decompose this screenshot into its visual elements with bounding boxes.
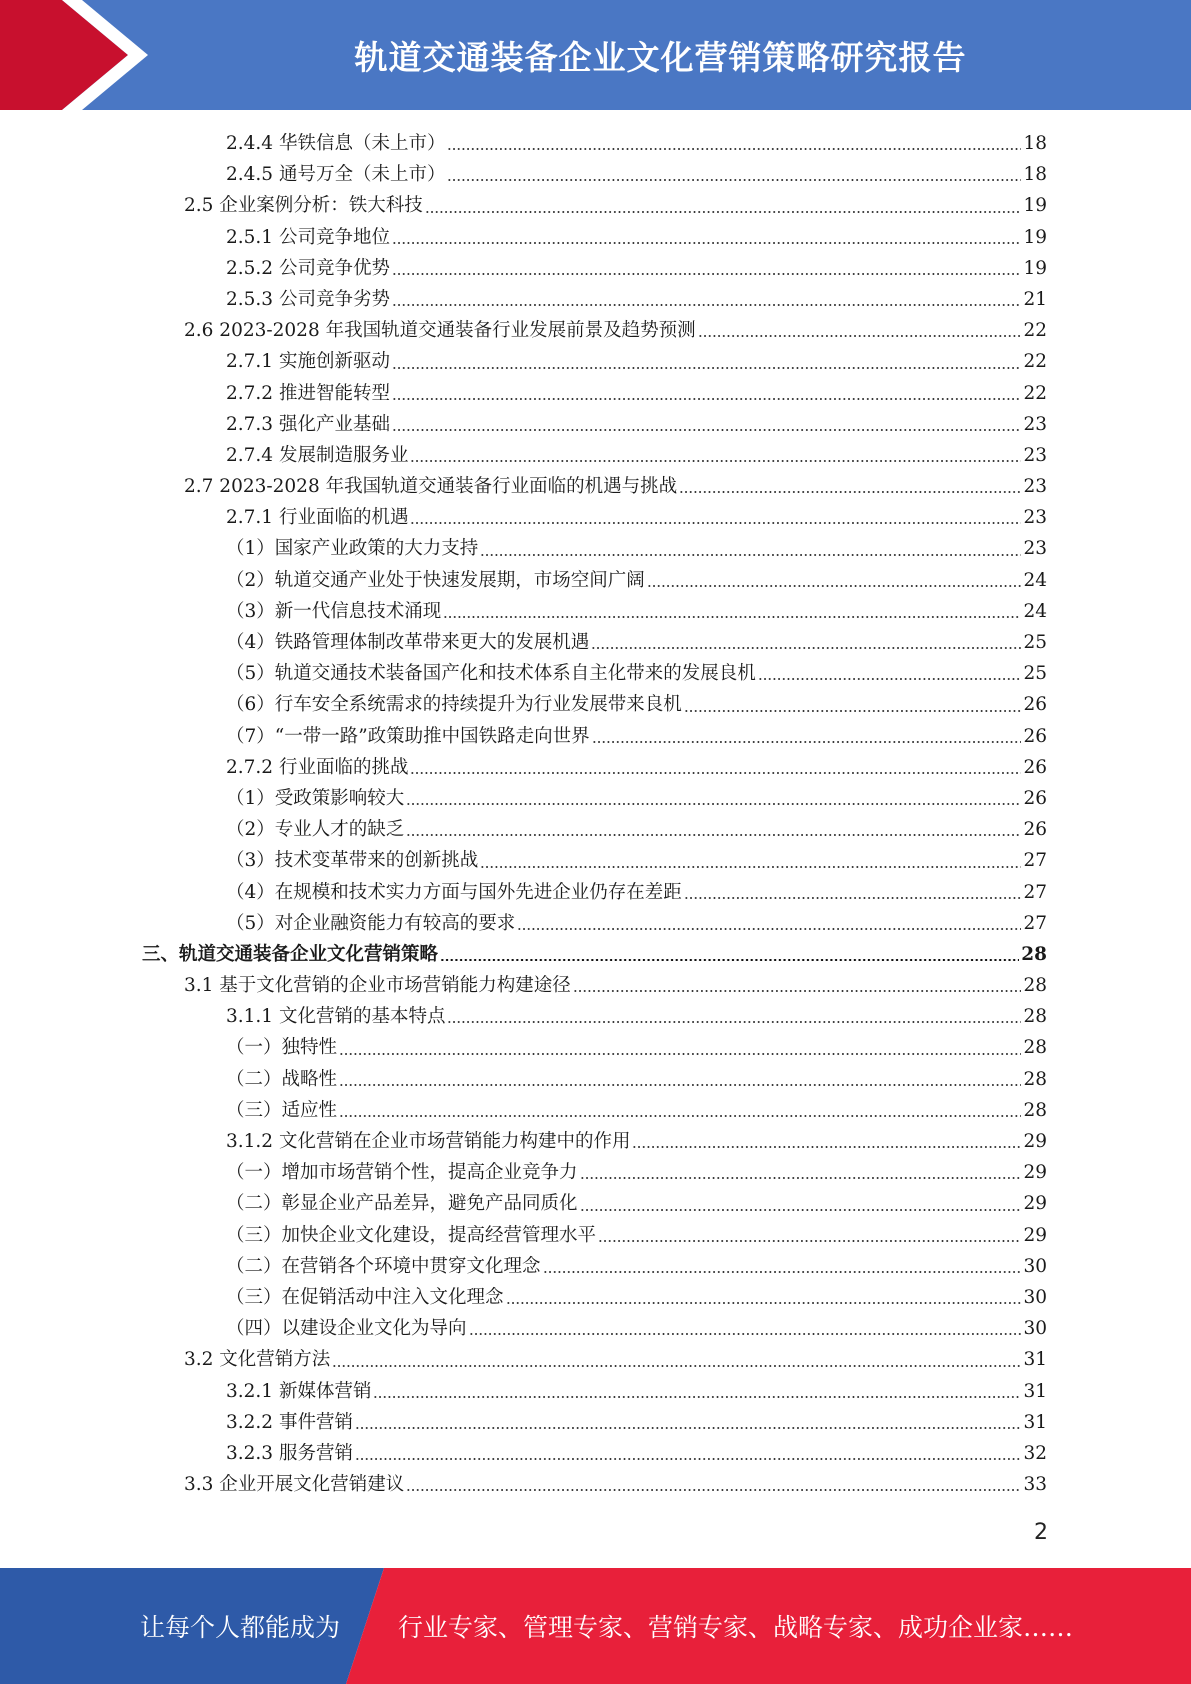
toc-entry[interactable] [0, 1376, 1191, 1407]
toc-entry-page: 28 [1023, 1037, 1047, 1059]
toc-entry-page: 26 [1023, 819, 1047, 841]
toc-entry-page: 21 [1023, 288, 1047, 310]
toc-entry[interactable] [0, 346, 1191, 377]
toc-entry-label: 2.4.5 通号万全（未上市） [226, 164, 446, 186]
toc-dot-leader [580, 1177, 1022, 1179]
toc-dot-leader [580, 1209, 1022, 1211]
toc-entry[interactable] [0, 1064, 1191, 1095]
toc-dot-leader [480, 554, 1021, 556]
toc-dot-leader [647, 585, 1022, 587]
toc-entry-label: 3.2.3 服务营销 [226, 1442, 353, 1464]
toc-entry[interactable] [0, 689, 1191, 720]
toc-entry-label: （二）彰显企业产品差异，避免产品同质化 [226, 1193, 578, 1215]
toc-dot-leader [573, 990, 1022, 992]
toc-dot-leader [410, 522, 1021, 524]
toc-entry[interactable] [0, 1032, 1191, 1063]
toc-entry-label: 3.3 企业开展文化营销建议 [184, 1474, 405, 1496]
toc-entry[interactable] [0, 471, 1191, 502]
toc-entry[interactable] [0, 1407, 1191, 1438]
toc-dot-leader [698, 335, 1022, 337]
header-band [0, 0, 1191, 110]
toc-entry-label: （6）行车安全系统需求的持续提升为行业发展带来良机 [226, 694, 682, 716]
toc-entry-label: （一）增加市场营销个性，提高企业竞争力 [226, 1162, 578, 1184]
toc-entry[interactable] [0, 440, 1191, 471]
toc-entry-label: （2）专业人才的缺乏 [226, 819, 405, 841]
toc-entry-page: 29 [1023, 1193, 1047, 1215]
toc-dot-leader [684, 710, 1022, 712]
toc-entry-label: （5）对企业融资能力有较高的要求 [226, 912, 516, 934]
toc-entry-label: 2.7.2 推进智能转型 [226, 382, 390, 404]
toc-entry[interactable] [0, 128, 1191, 159]
toc-entry[interactable] [0, 190, 1191, 221]
toc-dot-leader [392, 242, 1021, 244]
toc-dot-leader [410, 772, 1021, 774]
toc-dot-leader [410, 460, 1021, 462]
toc-entry[interactable] [0, 658, 1191, 689]
toc-entry-page: 25 [1023, 632, 1047, 653]
toc-entry-label: 2.7.2 行业面临的挑战 [226, 756, 409, 778]
toc-entry[interactable] [0, 1313, 1191, 1344]
toc-entry-label: （3）新一代信息技术涌现 [226, 600, 442, 622]
toc-entry[interactable] [0, 533, 1191, 564]
toc-entry-label: 2.4.4 华铁信息（未上市） [226, 133, 446, 154]
document-title: 轨道交通装备企业文化营销策略研究报告 [354, 37, 967, 77]
toc-dot-leader [758, 678, 1022, 680]
toc-dot-leader [598, 1240, 1021, 1242]
toc-dot-leader [339, 1053, 1021, 1055]
toc-dot-leader [443, 616, 1021, 618]
toc-entry-label: （1）受政策影响较大 [226, 787, 405, 809]
toc-entry-page: 33 [1023, 1474, 1047, 1496]
toc-dot-leader [425, 211, 1022, 213]
toc-dot-leader [447, 1021, 1021, 1023]
toc-dot-leader [332, 1365, 1021, 1367]
toc-entry-page: 28 [1023, 1006, 1047, 1028]
toc-dot-leader [506, 1302, 1022, 1304]
toc-entry[interactable] [0, 596, 1191, 627]
toc-entry-label: （4）铁路管理体制改革带来更大的发展机遇 [226, 632, 590, 653]
toc-entry-page: 26 [1023, 756, 1047, 778]
toc-entry-page: 24 [1023, 569, 1047, 591]
toc-entry[interactable] [0, 1220, 1191, 1251]
toc-entry-label: （一）独特性 [226, 1037, 338, 1059]
toc-dot-leader [406, 834, 1021, 836]
toc-entry-page: 22 [1023, 320, 1047, 342]
toc-entry-label: 3.1 基于文化营销的企业市场营销能力构建途径 [184, 975, 571, 997]
toc-entry-page: 27 [1023, 912, 1047, 934]
toc-dot-leader [392, 304, 1021, 306]
toc-entry-label: 3.2.1 新媒体营销 [226, 1380, 372, 1402]
toc-entry-page: 26 [1023, 787, 1047, 809]
toc-entry[interactable] [0, 970, 1191, 1001]
toc-entry[interactable] [0, 1438, 1191, 1469]
toc-entry[interactable] [0, 284, 1191, 315]
toc-dot-leader [392, 273, 1021, 275]
toc-dot-leader [679, 491, 1021, 493]
toc-entry[interactable] [0, 877, 1191, 908]
toc-entry[interactable] [0, 1157, 1191, 1188]
toc-entry[interactable] [0, 908, 1191, 939]
toc-entry-label: （三）在促销活动中注入文化理念 [226, 1286, 504, 1308]
toc-entry-label: （三）加快企业文化建设，提高经营管理水平 [226, 1224, 597, 1246]
toc-entry-label: 3.2 文化营销方法 [184, 1349, 331, 1371]
toc-entry-page: 31 [1023, 1380, 1047, 1402]
toc-entry-label: 2.7.1 实施创新驱动 [226, 351, 390, 373]
toc-entry[interactable] [0, 315, 1191, 346]
toc-entry[interactable] [0, 565, 1191, 596]
toc-entry[interactable] [0, 721, 1191, 752]
toc-entry-label: （7）“一带一路”政策助推中国铁路走向世界 [226, 725, 590, 747]
toc-dot-leader [543, 1271, 1022, 1273]
toc-entry-page: 23 [1023, 444, 1047, 466]
toc-entry-label: 2.5.2 公司竞争优势 [226, 257, 390, 279]
toc-entry-page: 31 [1023, 1349, 1047, 1371]
toc-entry-page: 29 [1023, 1131, 1047, 1152]
toc-entry[interactable] [0, 1126, 1191, 1157]
footer-band [0, 1568, 1191, 1684]
toc-entry[interactable] [0, 502, 1191, 533]
toc-entry-label: 2.5.3 公司竞争劣势 [226, 288, 390, 310]
toc-dot-leader [591, 647, 1021, 649]
toc-entry-page: 19 [1023, 257, 1047, 279]
toc-entry-page: 23 [1023, 507, 1047, 529]
toc-entry-label: （三）适应性 [226, 1099, 338, 1121]
toc-entry-label: （二）战略性 [226, 1068, 338, 1090]
toc-entry-label: （2）轨道交通产业处于快速发展期，市场空间广阔 [226, 569, 645, 591]
toc-entry-label: 2.7.4 发展制造服务业 [226, 444, 409, 466]
toc-dot-leader [447, 148, 1021, 150]
toc-dot-leader [355, 1427, 1022, 1429]
toc-dot-leader [406, 1489, 1021, 1491]
toc-entry[interactable] [0, 845, 1191, 876]
toc-entry[interactable] [0, 1344, 1191, 1375]
toc-entry[interactable] [0, 159, 1191, 190]
toc-entry-page: 31 [1023, 1411, 1047, 1433]
toc-dot-leader [406, 803, 1021, 805]
toc-entry[interactable] [0, 939, 1191, 970]
footer-slogan-right: 行业专家、管理专家、营销专家、战略专家、成功企业家…… [398, 1613, 1074, 1642]
toc-entry-page: 30 [1023, 1286, 1047, 1308]
toc-entry-page: 28 [1023, 1068, 1047, 1090]
toc-entry[interactable] [0, 814, 1191, 845]
toc-entry-page: 27 [1023, 850, 1047, 872]
toc-dot-leader [339, 1084, 1021, 1086]
toc-entry-page: 22 [1023, 351, 1047, 373]
toc-entry-page: 28 [1023, 975, 1047, 997]
toc-entry-label: 2.5.1 公司竞争地位 [226, 226, 390, 248]
toc-entry-page: 28 [1021, 943, 1047, 965]
toc-entry-label: 3.1.1 文化营销的基本特点 [226, 1006, 446, 1028]
toc-entry-page: 26 [1023, 694, 1047, 716]
toc-entry-label: （二）在营销各个环境中贯穿文化理念 [226, 1255, 541, 1277]
toc-entry-label: 3.1.2 文化营销在企业市场营销能力构建中的作用 [226, 1131, 631, 1152]
toc-entry-page: 32 [1023, 1442, 1047, 1464]
toc-dot-leader [373, 1396, 1021, 1398]
toc-entry-label: 三、轨道交通装备企业文化营销策略 [142, 943, 439, 965]
toc-dot-leader [392, 429, 1021, 431]
toc-entry[interactable] [0, 409, 1191, 440]
toc-entry-label: 2.6 2023-2028 年我国轨道交通装备行业发展前景及趋势预测 [184, 320, 696, 342]
toc-entry-label: 2.7.3 强化产业基础 [226, 413, 390, 435]
toc-entry[interactable] [0, 253, 1191, 284]
toc-entry-label: （4）在规模和技术实力方面与国外先进企业仍存在差距 [226, 881, 682, 903]
toc-dot-leader [392, 398, 1021, 400]
toc-entry-page: 26 [1023, 725, 1047, 747]
toc-entry-page: 25 [1023, 663, 1047, 685]
toc-entry-page: 23 [1023, 538, 1047, 560]
toc-dot-leader [592, 741, 1022, 743]
toc-dot-leader [632, 1146, 1021, 1148]
toc-entry[interactable] [0, 1282, 1191, 1313]
toc-dot-leader [469, 1333, 1022, 1335]
toc-entry-page: 19 [1023, 195, 1047, 217]
toc-entry-label: （1）国家产业政策的大力支持 [226, 538, 479, 560]
toc-dot-leader [517, 928, 1021, 930]
toc-entry-page: 29 [1023, 1224, 1047, 1246]
toc-dot-leader [684, 897, 1022, 899]
toc-entry-page: 23 [1023, 413, 1047, 435]
toc-entry[interactable] [0, 1469, 1191, 1500]
toc-entry-page: 30 [1023, 1318, 1047, 1340]
toc-entry[interactable] [0, 627, 1191, 658]
toc-entry-page: 18 [1023, 133, 1047, 154]
toc-entry-page: 22 [1023, 382, 1047, 404]
toc-entry-label: 2.5 企业案例分析：铁大科技 [184, 195, 423, 217]
toc-dot-leader [355, 1458, 1022, 1460]
toc-dot-leader [339, 1115, 1021, 1117]
toc-entry[interactable] [0, 1095, 1191, 1126]
toc-dot-leader [447, 179, 1021, 181]
toc-entry-page: 28 [1023, 1099, 1047, 1121]
toc-entry[interactable] [0, 378, 1191, 409]
toc-entry-page: 23 [1023, 476, 1047, 498]
toc-entry-page: 27 [1023, 881, 1047, 903]
toc-entry[interactable] [0, 1251, 1191, 1282]
toc-entry-label: 2.7.1 行业面临的机遇 [226, 507, 409, 529]
toc-entry[interactable] [0, 752, 1191, 783]
toc-entry-page: 30 [1023, 1255, 1047, 1277]
toc-entry-page: 18 [1023, 164, 1047, 186]
toc-entry[interactable] [0, 783, 1191, 814]
toc-dot-leader [440, 959, 1019, 961]
footer-slogan-left: 让每个人都能成为 [140, 1613, 341, 1642]
toc-entry-label: （四）以建设企业文化为导向 [226, 1318, 467, 1340]
page-number: 2 [1034, 1520, 1048, 1545]
toc-entry-label: （5）轨道交通技术装备国产化和技术体系自主化带来的发展良机 [226, 663, 756, 685]
toc-entry-label: （3）技术变革带来的创新挑战 [226, 850, 479, 872]
toc-dot-leader [392, 367, 1021, 369]
table-of-contents [0, 128, 1191, 1500]
toc-entry-page: 19 [1023, 226, 1047, 248]
toc-entry[interactable] [0, 1001, 1191, 1032]
toc-entry-page: 24 [1023, 600, 1047, 622]
toc-entry[interactable] [0, 1188, 1191, 1219]
toc-entry[interactable] [0, 222, 1191, 253]
toc-dot-leader [480, 866, 1021, 868]
toc-entry-label: 3.2.2 事件营销 [226, 1411, 353, 1433]
toc-entry-label: 2.7 2023-2028 年我国轨道交通装备行业面临的机遇与挑战 [184, 476, 678, 498]
toc-entry-page: 29 [1023, 1162, 1047, 1184]
